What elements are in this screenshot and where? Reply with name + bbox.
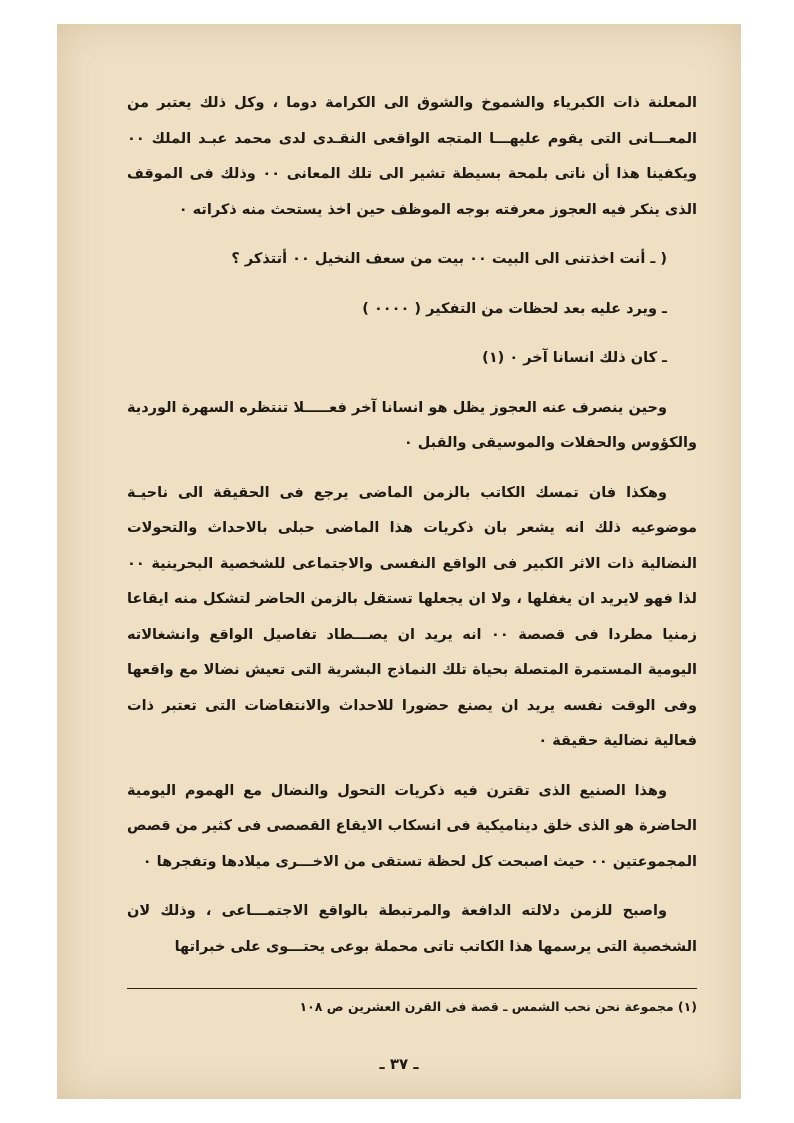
dialogue-line-3: ـ كان ذلك انسانا آخر ٠ (١) (482, 350, 667, 366)
paragraph-3: وهكذا فان تمسك الكاتب بالزمن الماضى يرجع فى الحقيقة الى ناحيـة موضوعيه ذلك انه يشعر بان ذكريات هذا الماضى حبلى بالاحداث والتحولات النضالية ذات الاثر الكبير فى الواقع النفسى والاجتماعى للشخصية البحرينية ٠٠ لذا فهو لايريد ان يغفلها ، ولا ان يجعلها تستقل بالزمن الحاضر لتشكل منه ايقاعا زمنيا مطردا فى قصصة ٠٠ انه يريد ان يصـــطاد تفاصيل الواقع وانشغالاته اليومية المستمرة المتصلة بحياة تلك النماذج البشرية التى تعيش نضالا مع واقعها وفى الوقت نفسه يريد ان يصنع حضورا للاحداث والانتفاضات التى تعتبر ذات فعالية نضالية حقيقة ٠ (127, 484, 697, 749)
paragraph-5: واصبح للزمن دلالته الدافعة والمرتبطة بالواقع الاجتمـــاعى ، وذلك لان الشخصية التى يرسمها هذا الكاتب تاتى محملة بوعى يحتـــوى على خبراتها (127, 903, 697, 955)
dialogue-line-2: ـ ويرد عليه بعد لحظات من التفكير ( ٠٠٠٠ ) (362, 300, 667, 317)
footnote-divider (127, 988, 697, 989)
body-text (127, 86, 697, 965)
page-number: ـ ٣٧ ـ (379, 1055, 419, 1073)
paragraph-2: وحين ينصرف عنه العجوز يظل هو انسانا آخر فعـــــلا تنتظره السهرة الوردية والكؤوس والحفلات والموسيقى والقبل ٠ (127, 399, 697, 451)
scanned-page (57, 24, 741, 1099)
dialogue-line-1: ( ـ أنت اخذتنى الى البيت ٠٠ بيت من سعف النخيل ٠٠ أتتذكر ؟ (231, 251, 667, 267)
footnote: (١) مجموعة نحن نحب الشمس ـ قصة فى القرن العشرين ص ١٠٨ (299, 999, 697, 1014)
paragraph-1: المعلنة ذات الكبرياء والشموخ والشوق الى الكرامة دوما ، وكل ذلك يعتبر من المعـــانى التى يقوم عليهـــا المتجه الواقعى النقـدى لدى محمد عبـد الملك ٠٠ ويكفينا هذا أن ناتى بلمحة بسيطة تشير الى تلك المعانى ٠٠ وذلك فى الموقف الذى ينكر فيه العجوز معرفته بوجه الموظف حين اخذ يستحث منه ذكراته ٠ (127, 95, 698, 218)
paragraph-4: وهذا الصنيع الذى تقترن فيه ذكريات التحول والنضال مع الهموم اليومية الحاضرة هو الذى خلق ديناميكية فى انسكاب الايقاع القصصى فى كثير من قصص المجموعتين ٠٠ حيث اصبحت كل لحظة تستقى من الاخـــرى ميلادها وتفجرها ٠ (127, 782, 697, 870)
